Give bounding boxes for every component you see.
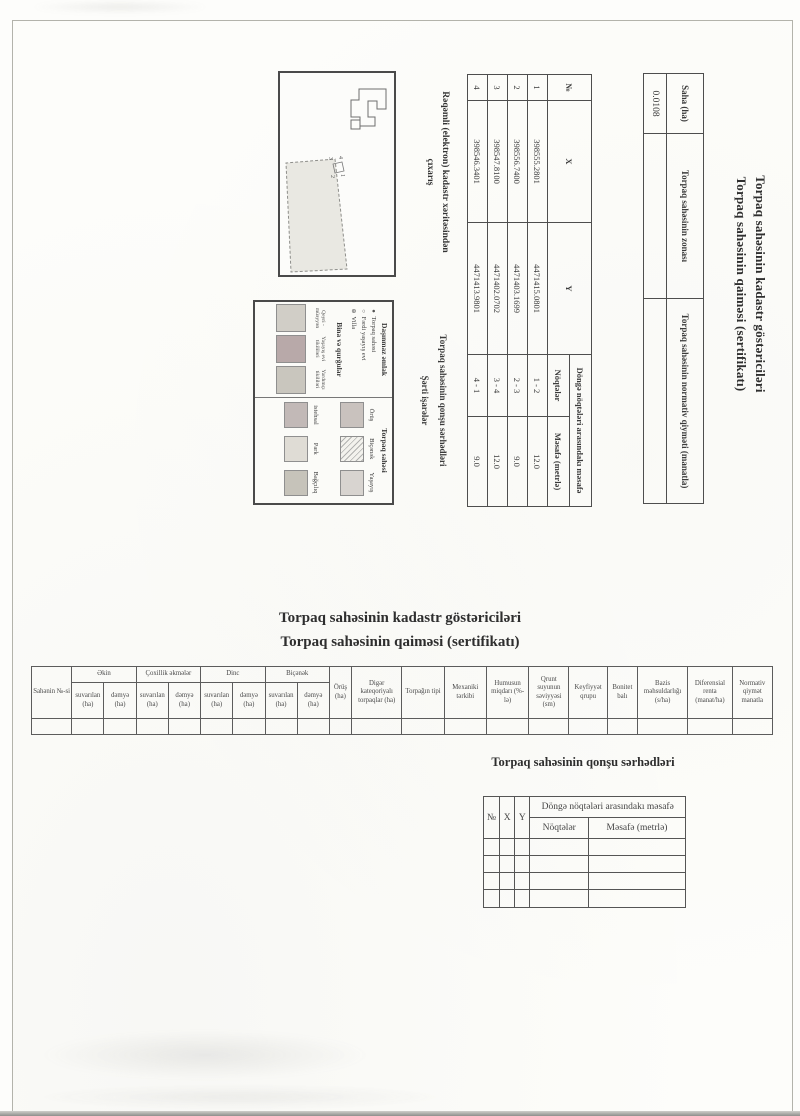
scan-smudge bbox=[30, 0, 210, 14]
cadastre-map-extract bbox=[278, 71, 396, 277]
small-building-outline bbox=[351, 120, 360, 129]
legend-buildings-header: Bina və qurğular bbox=[335, 322, 344, 377]
col-orus: Örüş (ha) bbox=[329, 667, 351, 719]
scan-smudge bbox=[40, 1030, 370, 1080]
cadastre-indicators-table bbox=[31, 666, 773, 735]
col-mechanical: Mexaniki tərkibi bbox=[444, 667, 486, 719]
crossed-circle-icon: ⊕ bbox=[350, 308, 356, 314]
col-humus: Humusun miqdarı (%-lə) bbox=[486, 667, 528, 719]
list-item: Örüş bbox=[340, 399, 375, 431]
col-span-distance: Döngə nöqtələri arasındakı məsafə bbox=[530, 797, 686, 818]
col-group-coxillik: Çoxillik əkmələr bbox=[136, 667, 200, 683]
filled-dot-icon: ● bbox=[370, 309, 376, 313]
coords-col-dist: Məsafə (metrlə) bbox=[548, 417, 570, 507]
legend-land-row2 bbox=[284, 399, 319, 502]
list-item: ● Torpaq sahəsi bbox=[370, 307, 377, 397]
hatched-color-swatch bbox=[340, 436, 364, 462]
legend-right-column bbox=[255, 398, 392, 503]
rotated-section bbox=[253, 58, 770, 510]
color-swatch bbox=[340, 402, 364, 428]
neighbor-borders-table bbox=[483, 796, 686, 908]
summary-zone-value bbox=[644, 134, 667, 299]
summary-area-value: 0.0108 bbox=[644, 74, 667, 134]
color-swatch bbox=[284, 436, 308, 462]
coords-col-y: Y bbox=[548, 223, 592, 355]
legend-left-column bbox=[255, 302, 392, 398]
table-row-empty bbox=[484, 839, 686, 856]
color-swatch bbox=[276, 335, 306, 363]
list-item: Yardımçı tikililəri bbox=[276, 366, 326, 394]
color-swatch bbox=[284, 470, 308, 496]
legend-box bbox=[253, 300, 394, 505]
list-item: Park bbox=[284, 433, 319, 465]
table-row-empty bbox=[484, 890, 686, 908]
legend-title-symbols: Şərti işarələr bbox=[420, 375, 430, 426]
bottom-heading-2: Torpaq sahəsinin qaiməsi (sertifikatı) bbox=[280, 634, 520, 650]
legend-land-row1 bbox=[340, 399, 375, 502]
legend-title-neighbor-borders: Torpaq sahəsinin qonşu sərhədləri bbox=[438, 334, 448, 467]
list-item: Biçənək bbox=[340, 433, 375, 465]
col-base-productivity: Bazis məhsuldarlığı (s/ha) bbox=[637, 667, 687, 719]
neighbor-borders-heading: Torpaq sahəsinin qonşu sərhədləri bbox=[491, 755, 675, 769]
col-points: Nöqtələr bbox=[530, 818, 589, 839]
table-row: 4 398546.3401 4471413.9801 4 - 1 9.0 bbox=[468, 75, 488, 507]
col-normative-price: Normativ qiymət manatla bbox=[732, 667, 772, 719]
color-swatch bbox=[340, 470, 364, 496]
parcel-corner-1: 1 bbox=[339, 174, 345, 177]
color-swatch bbox=[276, 304, 306, 332]
col-group-dinc: Dinc bbox=[201, 667, 265, 683]
parcel-corner-4: 4 bbox=[337, 156, 343, 159]
col-differential-rent: Diferensial renta (manat/ha) bbox=[688, 667, 732, 719]
certificate-title-line1: Torpaq sahəsinin kadastr göstəriciləri bbox=[753, 175, 768, 393]
col-quality-group: Keyfiyyət qrupu bbox=[569, 667, 607, 719]
certificate-title-line2: Torpaq sahəsinin qaiməsi (sertifikatı) bbox=[734, 176, 749, 392]
table-row-empty bbox=[484, 856, 686, 873]
col-sub-irrigated: suvarılan (ha) bbox=[201, 683, 233, 719]
col-groundwater: Qrunt suyunun səviyyəsi (sm) bbox=[529, 667, 569, 719]
summary-col-area: Saha (ha) bbox=[667, 74, 704, 134]
col-distance: Məsafə (metrlə) bbox=[589, 818, 686, 839]
col-bonitet: Bonitet balı bbox=[607, 667, 637, 719]
col-x: X bbox=[500, 797, 515, 839]
col-sub-irrigated: suvarılan (ha) bbox=[136, 683, 168, 719]
table-row-empty bbox=[484, 873, 686, 890]
table-row: 2 398556.7400 4471403.1699 2 - 3 9.0 bbox=[508, 75, 528, 507]
coords-col-x: X bbox=[548, 101, 592, 223]
parcel-corner-3: 3 bbox=[327, 157, 333, 160]
map-drawing bbox=[280, 73, 394, 275]
circle-outline-icon: ○ bbox=[360, 309, 366, 313]
parcel-corner-2: 2 bbox=[329, 175, 335, 178]
col-sub-rainfed: dəmyə (ha) bbox=[168, 683, 200, 719]
col-group-ekin: Əkin bbox=[72, 667, 136, 683]
coords-col-no: № bbox=[548, 75, 592, 101]
col-sub-irrigated: suvarılan (ha) bbox=[265, 683, 297, 719]
list-item: Yaşayış bbox=[340, 467, 375, 499]
list-item: ⊕ Villa bbox=[350, 308, 357, 330]
col-group-bicenek: Biçənək bbox=[265, 667, 329, 683]
list-item: istehsal bbox=[284, 399, 319, 431]
scan-bottom-edge bbox=[0, 1111, 800, 1116]
col-no: № bbox=[484, 797, 500, 839]
legend-immovable-header: Daşınmaz əmlak bbox=[380, 322, 389, 377]
table-row: 1 398555.2801 4471415.0801 1 - 2 12.0 bbox=[528, 75, 548, 507]
coords-col-points: Nöqtələr bbox=[548, 355, 570, 417]
list-item: ○ Fərdi yaşayış evi bbox=[360, 307, 367, 397]
summary-table bbox=[643, 73, 704, 504]
neighbor-parcel-polygon bbox=[286, 159, 347, 272]
table-row-empty bbox=[32, 719, 773, 735]
summary-col-value: Torpaq sahəsinin normativ qiyməti (manatla) bbox=[667, 299, 704, 504]
col-sub-rainfed: dəmyə (ha) bbox=[104, 683, 136, 719]
summary-norm-value bbox=[644, 299, 667, 504]
scan-smudge bbox=[30, 1085, 450, 1109]
col-other-category: Digər kateqoriyalı torpaqlar (ha) bbox=[352, 667, 402, 719]
color-swatch bbox=[276, 366, 306, 394]
bottom-heading-1: Torpaq sahəsinin kadastr göstəriciləri bbox=[278, 610, 522, 626]
list-item: Yaşayış evi tikililəri bbox=[276, 335, 326, 363]
summary-col-zone: Torpaq sahəsinin zonası bbox=[667, 134, 704, 299]
col-sub-rainfed: dəmyə (ha) bbox=[297, 683, 329, 719]
coords-col-span: Döngə nöqtələri arasındakı məsafə bbox=[570, 355, 592, 507]
legend-land-header: Torpaq sahəsi bbox=[380, 428, 389, 473]
table-row: 3 398547.8100 4471402.0702 3 - 4 12.0 bbox=[488, 75, 508, 507]
col-sub-irrigated: suvarılan (ha) bbox=[72, 683, 104, 719]
legend-buildings-row bbox=[276, 304, 326, 396]
coordinates-table bbox=[467, 74, 592, 507]
col-y: Y bbox=[515, 797, 530, 839]
col-sub-rainfed: dəmyə (ha) bbox=[233, 683, 265, 719]
col-soil-type: Torpağın tipi bbox=[402, 667, 444, 719]
color-swatch bbox=[284, 402, 308, 428]
col-plot-number: Sahənin №-si bbox=[32, 667, 72, 719]
map-caption: Rəqəmli (elektron) kadastr xəritəsindən çıxarış bbox=[425, 91, 450, 253]
list-item: Bağçılıq bbox=[284, 467, 319, 499]
list-item: Qeyri - müəyyən bbox=[276, 304, 326, 332]
